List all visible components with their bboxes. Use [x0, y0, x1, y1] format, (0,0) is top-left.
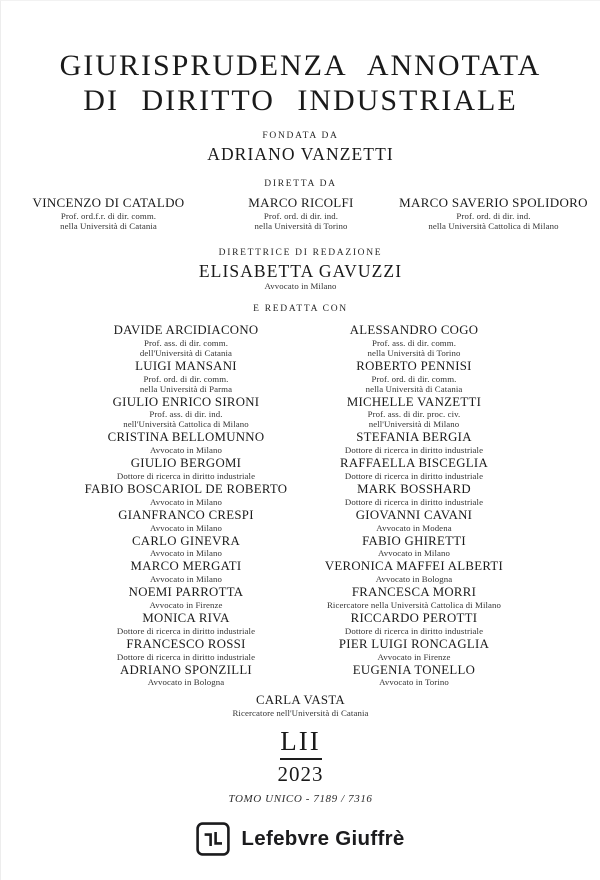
person-entry	[264, 395, 564, 430]
person-name: VINCENZO DI CATALDO	[32, 195, 185, 210]
person-name: PIER LUIGI RONCAGLIA	[338, 636, 490, 651]
person-role: Prof. ass. di dir. comm.	[143, 337, 228, 348]
person-role: dell'Università di Catania	[139, 347, 233, 358]
publisher-logo-row	[1, 822, 600, 856]
person-name: CARLA VASTA	[256, 693, 345, 707]
person-entry	[264, 482, 564, 507]
person-role: Prof. ord.f.r. di dir. comm.	[60, 211, 157, 221]
publisher-name: Lefebvre Giuffrè	[241, 827, 405, 851]
person-role: Prof. ord. di dir. ind.	[456, 211, 531, 221]
person-name: MARK BOSSHARD	[357, 481, 471, 496]
person-name: EUGENIA TONELLO	[352, 662, 476, 677]
person-role: nella Università di Parma	[139, 383, 233, 394]
person-name: MARCO RICOLFI	[248, 195, 354, 210]
person-name: RICCARDO PEROTTI	[350, 610, 478, 625]
person-name: RAFFAELLA BISCEGLIA	[339, 456, 488, 471]
person-name: FRANCESCA MORRI	[351, 585, 477, 600]
person-role: Dottore di ricerca in diritto industriale	[116, 625, 256, 636]
person-role: Prof. ass. di dir. comm.	[371, 337, 456, 348]
person-role: Dottore di ricerca in diritto industriale	[116, 651, 256, 662]
person-name: VERONICA MAFFEI ALBERTI	[324, 559, 504, 574]
person-name: STEFANIA BERGIA	[356, 430, 472, 445]
person-name: GIULIO BERGOMI	[130, 456, 242, 471]
diretta-da-heading: DIRETTA DA	[264, 179, 337, 189]
person-role: Dottore di ricerca in diritto industriale	[344, 625, 484, 636]
person-name: FABIO GHIRETTI	[362, 533, 466, 548]
contributors-right-column	[264, 323, 564, 688]
person-entry	[216, 195, 386, 231]
contributor-entry-last	[1, 693, 600, 718]
person-entry	[264, 508, 564, 533]
person-name: CRISTINA BELLOMUNNO	[107, 430, 265, 445]
person-name: ALESSANDRO COGO	[349, 323, 479, 337]
person-role: Prof. ord. di dir. comm.	[371, 373, 457, 384]
person-role: Avvocato in Milano	[150, 496, 222, 507]
person-entry	[264, 359, 564, 394]
person-role: Avvocato in Bologna	[147, 677, 225, 688]
person-entry	[264, 637, 564, 662]
person-name: MICHELLE VANZETTI	[346, 394, 482, 409]
person-role: Dottore di ricerca in diritto industriale	[344, 470, 484, 481]
person-name: MONICA RIVA	[142, 610, 230, 625]
person-role: Dottore di ricerca in diritto industriale	[116, 470, 256, 481]
person-entry	[264, 663, 564, 688]
person-entry	[264, 323, 564, 358]
person-role: Avvocato in Milano	[150, 548, 222, 559]
person-role: Avvocato in Milano	[150, 574, 222, 585]
jl-monogram-icon	[196, 822, 230, 856]
fondata-da-heading: FONDATA DA	[262, 131, 339, 141]
person-role: Dottore di ricerca in diritto industriale	[344, 445, 484, 456]
person-role: nella Università Cattolica di Milano	[428, 221, 559, 231]
person-entry	[1, 195, 216, 231]
journal-title-line1: GIURISPRUDENZA ANNOTATA	[59, 49, 542, 82]
person-role: Prof. ord. di dir. comm.	[143, 373, 229, 384]
person-entry	[264, 534, 564, 559]
person-role: Avvocato in Bologna	[375, 574, 453, 585]
person-entry	[386, 195, 600, 231]
person-role: Prof. ass. di dir. proc. civ.	[367, 409, 461, 420]
person-name: GIOVANNI CAVANI	[355, 507, 473, 522]
person-role: Avvocato in Torino	[379, 677, 449, 688]
person-role: nella Università di Torino	[367, 347, 461, 358]
person-role: Prof. ass. di dir. ind.	[149, 409, 223, 420]
person-name: ROBERTO PENNISI	[356, 358, 472, 373]
e-redatta-con-heading: E REDATTA CON	[253, 304, 348, 314]
directors-row	[1, 195, 600, 231]
person-role: Avvocato in Milano	[150, 445, 222, 456]
person-name: DAVIDE ARCIDIACONO	[113, 323, 259, 337]
person-entry	[264, 611, 564, 636]
person-role: nella Università di Torino	[254, 221, 348, 231]
person-name: FRANCESCO ROSSI	[126, 636, 246, 651]
journal-cover-page	[1, 1, 600, 856]
person-role: nell'Università Cattolica di Milano	[123, 419, 249, 430]
person-role: Dottore di ricerca in diritto industriale	[344, 496, 484, 507]
journal-title-line2: DI DIRITTO INDUSTRIALE	[83, 84, 518, 117]
person-name: MARCO MERGATI	[130, 559, 242, 574]
person-name: CARLO GINEVRA	[131, 533, 241, 548]
person-role: Avvocato in Firenze	[149, 599, 223, 610]
person-role: Ricercatore nella Università Cattolica di Milano	[326, 599, 502, 610]
person-role: Avvocato in Firenze	[377, 651, 451, 662]
person-role: Avvocato in Milano	[150, 522, 222, 533]
person-entry	[264, 430, 564, 455]
contributors-columns	[1, 323, 600, 689]
founder-name: ADRIANO VANZETTI	[207, 144, 394, 164]
person-name: GIULIO ENRICO SIRONI	[112, 394, 260, 409]
person-role: nell'Università di Milano	[368, 419, 460, 430]
volume-year: 2023	[277, 762, 324, 787]
person-name: ADRIANO SPONZILLI	[120, 662, 252, 677]
volume-roman-numeral: LII	[280, 725, 321, 756]
person-name: MARCO SAVERIO SPOLIDORO	[399, 195, 588, 210]
person-entry	[264, 559, 564, 584]
person-role: nella Università di Catania	[365, 383, 463, 394]
volume-divider-rule	[280, 758, 322, 760]
person-role: nella Università di Catania	[60, 221, 157, 231]
person-role: Avvocato in Modena	[376, 522, 452, 533]
direttrice-di-redazione-heading: DIRETTRICE DI REDAZIONE	[218, 248, 383, 258]
person-name: NOEMI PARROTTA	[128, 585, 244, 600]
person-name: GIANFRANCO CRESPI	[118, 507, 254, 522]
person-role: Ricercatore nell'Università di Catania	[232, 707, 369, 718]
tomo-line: TOMO UNICO - 7189 / 7316	[228, 793, 373, 806]
person-entry	[264, 456, 564, 481]
redazione-director-name: ELISABETTA GAVUZZI	[198, 261, 403, 281]
person-role: Prof. ord. di dir. ind.	[263, 211, 339, 221]
person-entry	[264, 585, 564, 610]
person-role: Avvocato in Milano	[378, 548, 450, 559]
redazione-director-role: Avvocato in Milano	[264, 281, 337, 291]
person-name: LUIGI MANSANI	[135, 358, 237, 373]
person-name: FABIO BOSCARIOL DE ROBERTO	[84, 481, 288, 496]
